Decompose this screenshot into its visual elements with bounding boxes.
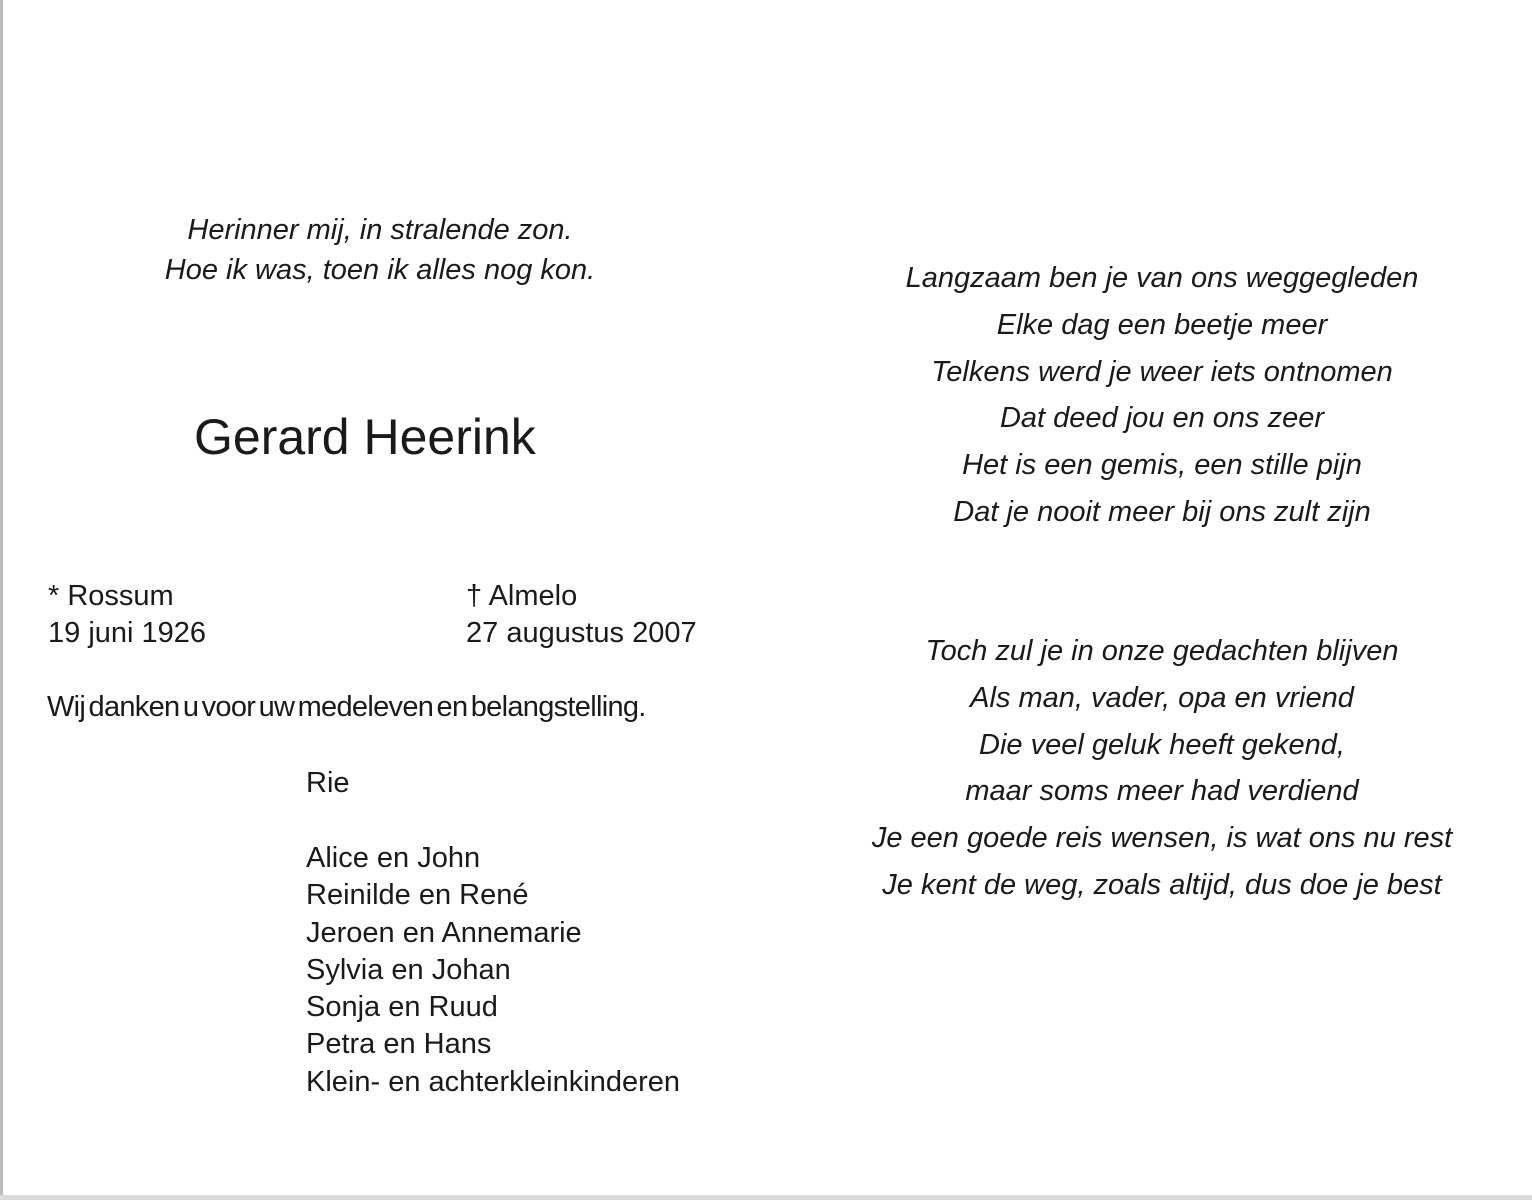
poem-line: Je kent de weg, zoals altijd, dus doe je best	[882, 868, 1442, 901]
family-member: Klein- en achterkleinkinderen	[306, 1065, 680, 1098]
family-member: Sylvia en Johan	[306, 953, 511, 986]
family-member: Alice en John	[306, 842, 481, 874]
poem-line: maar soms meer had verdiend	[965, 775, 1359, 808]
family-member: Jeroen en Annemarie	[306, 916, 582, 949]
opening-verse-line: Herinner mij, in stralende zon.	[187, 214, 573, 246]
birth-info	[48, 578, 206, 652]
poem-line: Dat deed jou en ons zeer	[999, 402, 1325, 435]
opening-verse	[120, 210, 640, 290]
poem-stanza-2	[820, 628, 1504, 909]
family-member: Petra en Hans	[306, 1028, 492, 1061]
poem-line: Langzaam ben je van ons weggegleden	[905, 262, 1419, 294]
poem-line: Je een goede reis wensen, is wat ons nu rest	[871, 822, 1453, 855]
death-place: † Almelo	[466, 580, 578, 612]
poem-line: Telkens werd je weer iets ontnomen	[931, 355, 1393, 388]
poem-line: Elke dag een beetje meer	[996, 308, 1328, 341]
poem-stanza-1	[820, 255, 1504, 536]
family-list	[306, 840, 680, 1101]
birth-date: 19 juni 1926	[48, 617, 207, 649]
death-info	[466, 578, 697, 652]
poem-line: Het is een gemis, een stille pijn	[962, 449, 1362, 482]
deceased-name: Gerard Heerink	[194, 409, 536, 465]
poem-line: Die veel geluk heeft gekend,	[979, 728, 1345, 761]
card-bottom-edge	[0, 1195, 1532, 1200]
opening-verse-line: Hoe ik was, toen ik alles nog kon.	[164, 254, 596, 286]
death-date: 27 augustus 2007	[466, 617, 697, 649]
poem-line: Dat je nooit meer bij ons zult zijn	[953, 495, 1371, 528]
thanks-message: Wij danken u voor uw medeleven en belangstelling.	[47, 691, 646, 723]
spouse-name: Rie	[306, 767, 350, 799]
family-member: Sonja en Ruud	[306, 991, 498, 1024]
birth-place: * Rossum	[48, 580, 174, 612]
poem-line: Als man, vader, opa en vriend	[970, 681, 1354, 714]
family-member: Reinilde en René	[306, 879, 529, 912]
card-left-edge	[0, 0, 3, 1200]
poem-line: Toch zul je in onze gedachten blijven	[925, 635, 1399, 667]
